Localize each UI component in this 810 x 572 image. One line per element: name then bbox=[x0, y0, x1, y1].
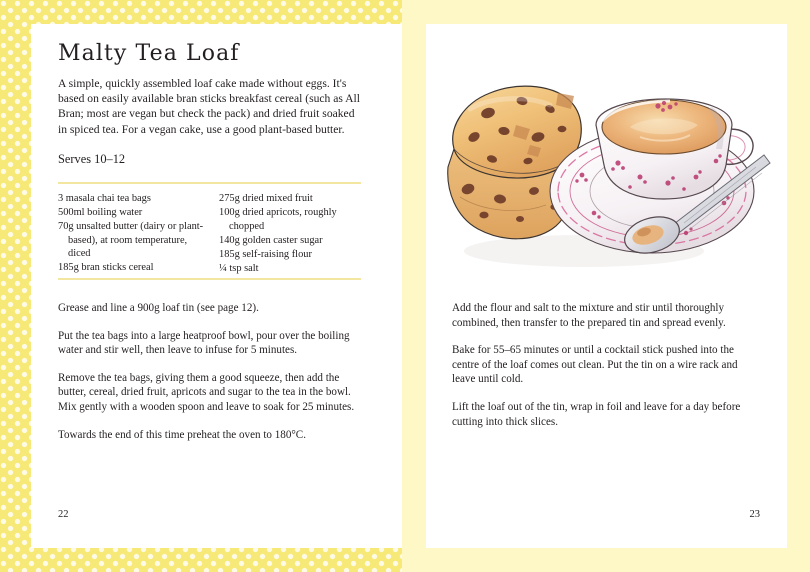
ingredients-list bbox=[58, 192, 368, 276]
recipe-intro: A simple, quickly assembled loaf cake made without eggs. It's based on easily available bran sticks breakfast cereal (such as All Bran; most are vegan but check the pack) and dried fruit soaked in spiced tea. For a vegan cake, use a good plant-based butter. bbox=[58, 77, 360, 136]
method-step: Towards the end of this time preheat the oven to 180°C. bbox=[58, 428, 306, 441]
method-step: Lift the loaf out of the tin, wrap in foil and leave for a day before cutting into thick slices. bbox=[452, 400, 741, 428]
method-steps-right bbox=[452, 301, 762, 442]
list-item: 185g self-raising flour bbox=[219, 248, 312, 260]
list-item: 3 masala chai tea bags bbox=[58, 193, 151, 204]
left-page-border bbox=[0, 0, 402, 572]
right-page-sheet bbox=[426, 24, 787, 548]
method-step: Remove the tea bags, giving them a good squeeze, then add the butter, cereal, dried fruit, apricots and sugar to the tea in the bowl. Mix gently with a wooden spoon and leave to soak for 25 minutes. bbox=[58, 371, 355, 413]
right-page-border bbox=[402, 0, 810, 572]
left-page-sheet bbox=[31, 24, 402, 548]
ingredients-column-left bbox=[58, 192, 207, 276]
list-item: 100g dried apricots, roughly chopped bbox=[219, 207, 337, 232]
list-item: 70g unsalted butter (dairy or plant-based), at room temperature, diced bbox=[58, 221, 204, 260]
ingredients-rule-bottom bbox=[58, 278, 361, 280]
page-number-left: 22 bbox=[58, 509, 69, 520]
tea-loaf-illustration bbox=[434, 79, 779, 279]
method-step: Add the flour and salt to the mixture and stir until thoroughly combined, then transfer to the prepared tin and spread evenly. bbox=[452, 302, 726, 329]
page-title: Malty Tea Loaf bbox=[58, 41, 240, 66]
method-step: Grease and line a 900g loaf tin (see page 12). bbox=[58, 302, 259, 314]
ingredients-column-right bbox=[219, 192, 368, 276]
list-item: 275g dried mixed fruit bbox=[219, 193, 313, 204]
list-item: 500ml boiling water bbox=[58, 207, 143, 219]
list-item: 185g bran sticks cereal bbox=[58, 262, 154, 274]
method-step: Bake for 55–65 minutes or until a cocktail stick pushed into the centre of the loaf comes out clean. Put the tin on a wire rack and leave until cold. bbox=[452, 344, 738, 386]
method-steps-left bbox=[58, 301, 358, 455]
serves-label: Serves 10–12 bbox=[58, 152, 126, 166]
method-step: Put the tea bags into a large heatproof bowl, pour over the boiling water and stir well, then leave to infuse for 5 minutes. bbox=[58, 329, 350, 357]
list-item: 140g golden caster sugar bbox=[219, 234, 323, 246]
list-item: ¼ tsp salt bbox=[219, 262, 259, 274]
page-number-right: 23 bbox=[749, 509, 760, 520]
ingredients-rule-top bbox=[58, 182, 361, 184]
